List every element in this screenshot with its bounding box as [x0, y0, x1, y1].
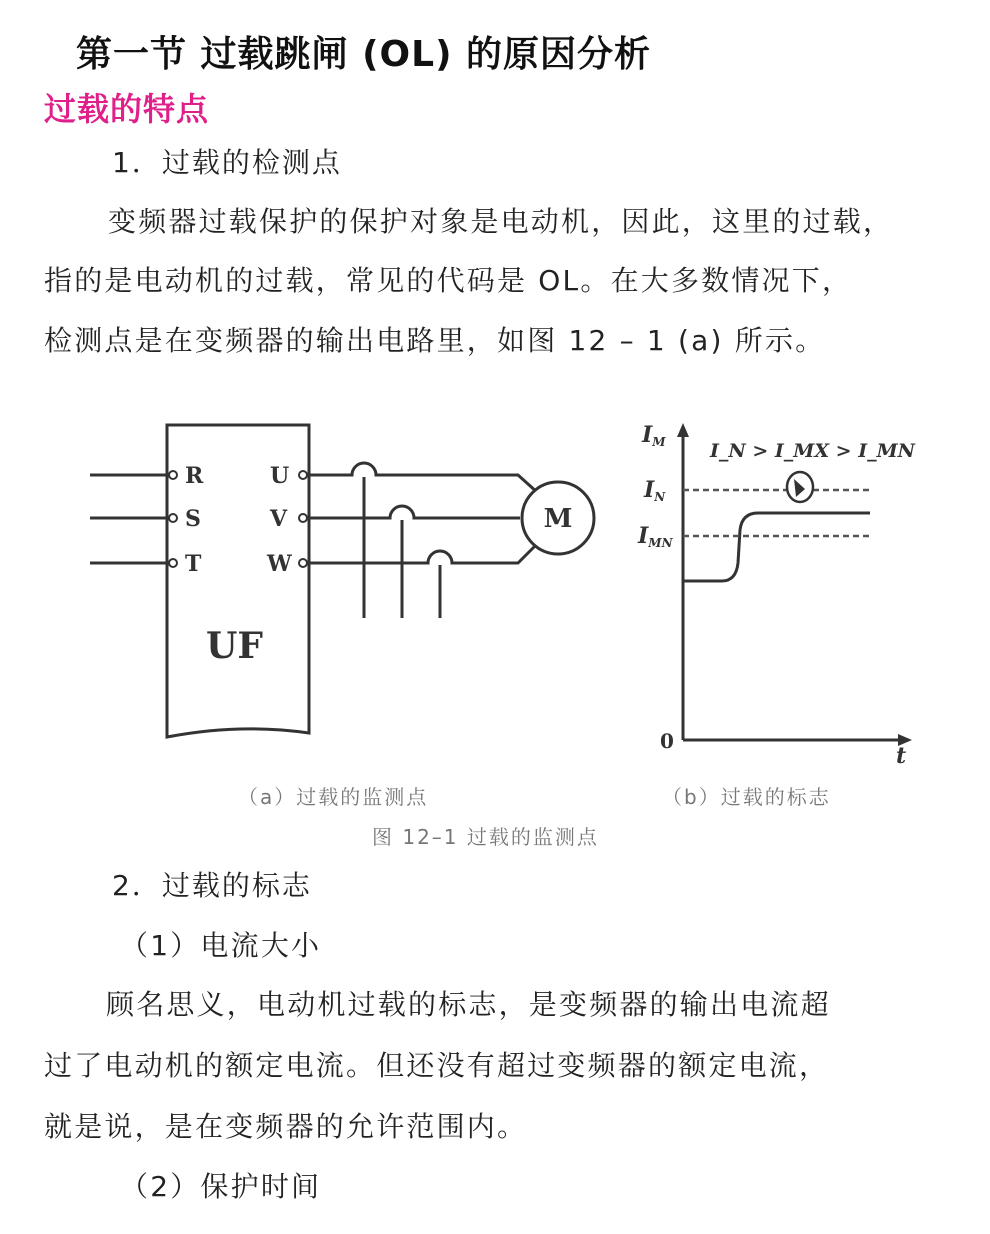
point1-line-2: 指的是电动机的过载，常见的代码是 OL。在大多数情况下， [44, 264, 853, 297]
point2-line-3: 就是说，是在变频器的允许范围内。 [44, 1110, 528, 1143]
terminal-w: W [267, 551, 292, 577]
terminal-s: S [185, 506, 201, 532]
svg-text:IM [641, 422, 666, 449]
inverter-label: UF [206, 625, 263, 667]
terminal-v: V [270, 506, 288, 532]
terminal-u: U [270, 463, 290, 489]
svg-text:IMN [637, 523, 674, 550]
graph-level-imn: I [638, 523, 649, 549]
point2-sub1: （1）电流大小 [120, 929, 322, 962]
section-heading: 过载的特点 [44, 90, 210, 128]
graph-x-label: t [896, 743, 907, 765]
graph-y-label: I [642, 422, 653, 448]
hand-cursor-icon [787, 472, 813, 502]
terminal-r: R [185, 463, 204, 489]
graph-level-in-sub: N [654, 490, 666, 504]
caption-a: （a）过载的监测点 [238, 785, 429, 809]
point2-line-1: 顾名思义，电动机过载的标志，是变频器的输出电流超 [106, 988, 831, 1021]
terminal-t: T [185, 551, 202, 577]
motor-label: M [543, 504, 573, 534]
graph-y-subscript: M [652, 435, 666, 449]
graph-inequality: I_N > I_MX > I_MN [710, 440, 916, 462]
circuit-diagram [80, 415, 610, 745]
point2-sub2: （2）保护时间 [120, 1170, 322, 1203]
point1-line-1: 变频器过载保护的保护对象是电动机，因此，这里的过载， [108, 205, 894, 238]
graph-level-imn-sub: MN [648, 536, 673, 550]
caption-b: （b）过载的标志 [662, 785, 831, 809]
graph-level-in: I [644, 477, 655, 503]
figure-caption: 图 12–1 过载的监测点 [372, 825, 599, 849]
svg-text:IN [643, 477, 666, 504]
page-title: 第一节 过载跳闸 (OL) 的原因分析 [76, 34, 652, 75]
point2-heading: 2．过载的标志 [112, 869, 312, 902]
overload-graph [630, 415, 920, 765]
point2-line-2: 过了电动机的额定电流。但还没有超过变频器的额定电流， [44, 1049, 830, 1082]
graph-origin: 0 [660, 729, 674, 753]
point1-heading: 1．过载的检测点 [112, 146, 342, 179]
point1-line-3: 检测点是在变频器的输出电路里，如图 12 – 1 (a) 所示。 [44, 324, 826, 357]
